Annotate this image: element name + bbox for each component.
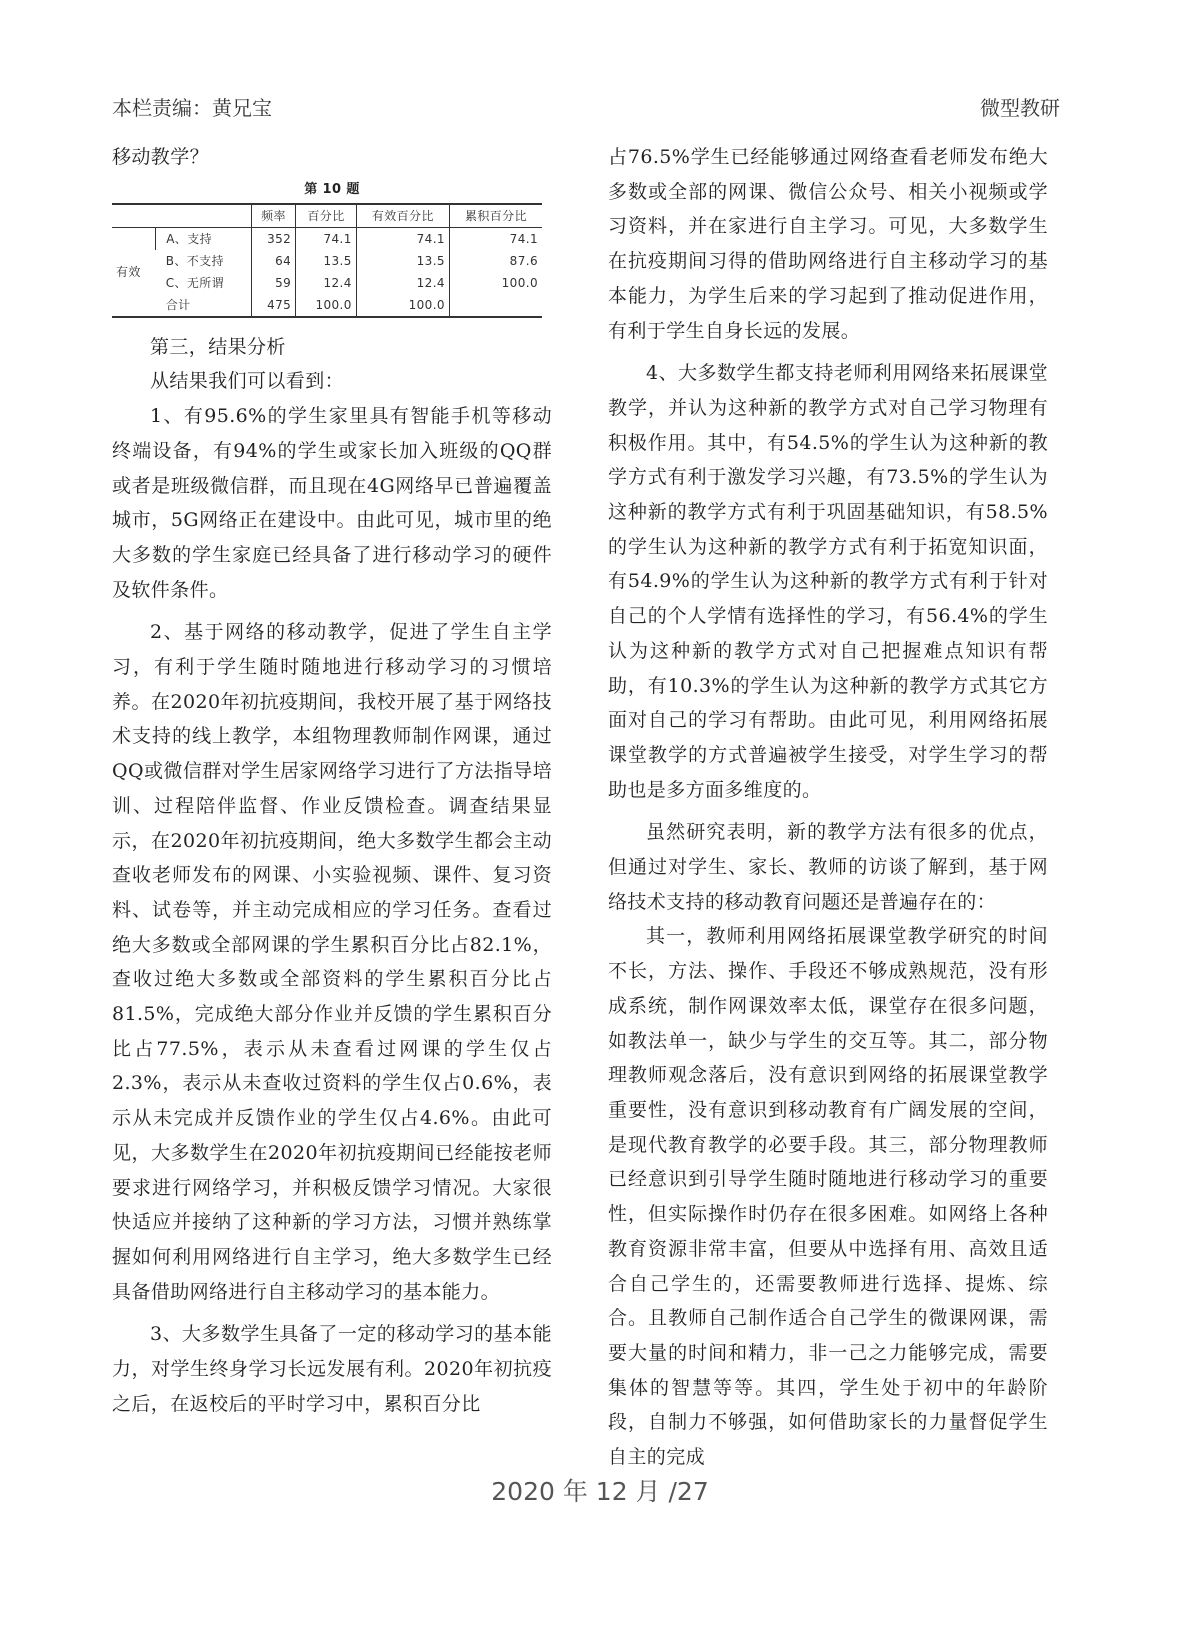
table-row [112,272,542,294]
row-label: B、不支持 [165,253,224,268]
section-title: 微型教研 [980,96,1060,120]
table-row [112,294,542,317]
cell-cumulative-percent: 100.0 [449,272,542,294]
cell-frequency: 64 [251,250,295,272]
paragraph: 4、大多数学生都支持老师利用网络来拓展课堂教学，并认为这种新的教学方式对自己学习物理有积极作用。其中，有54.5%的学生认为这种新的教学方式有利于激发学习兴趣，有73.5%的学生认为这种新的教学方式有利于巩固基础知识，有58.5%的学生认为这种新的教学方式有利于拓宽知识面，有54.9%的学生认为这种新的教学方式有利于针对自己的个人学情有选择性的学习，有56.4%的学生认为这种新的教学方式对自己把握难点知识有帮助，有10.3%的学生认为这种新的教学方式其它方面对自己的学习有帮助。由此可见，利用网络拓展课堂教学的方式普遍被学生接受，对学生学习的帮助也是多方面多维度的。 [608,362,1048,801]
row-group-label: 有效 [116,264,141,279]
paragraph: 从结果我们可以看到： [150,370,345,393]
cell-cumulative-percent: 74.1 [449,227,542,250]
column-editor: 本栏责编：黄兄宝 [112,96,272,120]
left-column [112,140,552,1422]
cell-valid-percent: 12.4 [356,272,449,294]
page-number: 2020 年 12 月 /27 [491,1477,709,1506]
cell-cumulative-percent [449,294,542,317]
cell-frequency: 59 [251,272,295,294]
paragraph: 其一，教师利用网络拓展课堂教学研究的时间不长，方法、操作、手段还不够成熟规范，没有形成系统，制作网课效率太低，课堂存在很多问题，如教法单一，缺少与学生的交互等。其二，部分物理教师观念落后，没有意识到网络的拓展课堂教学重要性，没有意识到移动教育有广阔发展的空间，是现代教育教学的必要手段。其三，部分物理教师已经意识到引导学生随时随地进行移动学习的重要性，但实际操作时仍存在很多困难。如网络上各种教育资源非常丰富，但要从中选择有用、高效且适合自己学生的，还需要教师进行选择、提炼、综合。且教师自己制作适合自己学生的微课网课，需要大量的时间和精力，非一己之力能够完成，需要集体的智慧等等。其四，学生处于初中的年龄阶段，自制力不够强，如何借助家长的力量督促学生自主的完成 [608,925,1048,1469]
cell-cumulative-percent: 87.6 [449,250,542,272]
table-row [112,250,542,272]
cell-percent: 13.5 [296,250,357,272]
row-label: C、无所谓 [165,275,225,290]
table-row [112,227,542,250]
row-label: 合计 [165,297,191,312]
paragraph: 虽然研究表明，新的教学方法有很多的优点，但通过对学生、家长、教师的访谈了解到，基于网络技术支持的移动教育问题还是普遍存在的： [608,821,1048,913]
table-corner [112,204,251,228]
cell-percent: 12.4 [296,272,357,294]
row-label: A、支持 [156,227,252,250]
intro-text: 移动教学？ [112,146,210,168]
paragraph: 2、基于网络的移动教学，促进了学生自主学习，有利于学生随时随地进行移动学习的习惯培养。在2020年初抗疫期间，我校开展了基于网络技术支持的线上教学，本组物理教师制作网课，通过QQ或微信群对学生居家网络学习进行了方法指导培训、过程陪伴监督、作业反馈检查。调查结果显示，在2020年初抗疫期间，绝大多数学生都会主动查收老师发布的网课、小实验视频、课件、复习资料、试卷等，并主动完成相应的学习任务。查看过绝大多数或全部网课的学生累积百分比占82.1%，查收过绝大多数或全部资料的学生累积百分比占 81.5%，完成绝大部分作业并反馈的学生累积百分比占77.5%，表示从未查看过网课的学生仅占2.3%，表示从未查收过资料的学生仅占0.6%，表示从未完成并反馈作业的学生仅占4.6%。由此可见，大多数学生在2020年初抗疫期间已经能按老师要求进行网络学习，并积极反馈学习情况。大家很快适应并接纳了这种新的学习方法，习惯并熟练掌握如何利用网络进行自主学习，绝大多数学生已经具备借助网络进行自主移动学习的基本能力。 [112,621,552,1303]
paragraph: 1、有95.6%的学生家里具有智能手机等移动终端设备，有94%的学生或家长加入班级的QQ群或者是班级微信群，而且现在4G网络早已普遍覆盖城市，5G网络正在建设中。由此可见，城市里的绝大多数的学生家庭已经具备了进行移动学习的硬件及软件条件。 [112,405,552,601]
col-header-frequency: 频率 [251,204,295,228]
paragraph: 占76.5%学生已经能够通过网络查看老师发布绝大多数或全部的网课、微信公众号、相关小视频或学习资料，并在家进行自主学习。可见，大多数学生在抗疫期间习得的借助网络进行自主移动学习的基本能力，为学生后来的学习起到了推动促进作用，有利于学生自身长远的发展。 [608,146,1048,342]
cell-valid-percent: 74.1 [356,227,449,250]
cell-frequency: 475 [251,294,295,317]
cell-valid-percent: 13.5 [356,250,449,272]
cell-percent: 100.0 [296,294,357,317]
paragraph: 3、大多数学生具备了一定的移动学习的基本能力，对学生终身学习长远发展有利。2020年初抗疫之后，在返校后的平时学习中，累积百分比 [112,1323,552,1415]
frequency-table [112,203,542,318]
col-header-valid-percent: 有效百分比 [356,204,449,228]
cell-valid-percent: 100.0 [356,294,449,317]
section-heading: 第三，结果分析 [150,335,286,358]
cell-percent: 74.1 [296,227,357,250]
col-header-cumulative-percent: 累积百分比 [449,204,542,228]
cell-frequency: 352 [251,227,295,250]
table-caption: 第 10 题 [304,181,360,197]
right-column [608,140,1048,1475]
col-header-percent: 百分比 [296,204,357,228]
